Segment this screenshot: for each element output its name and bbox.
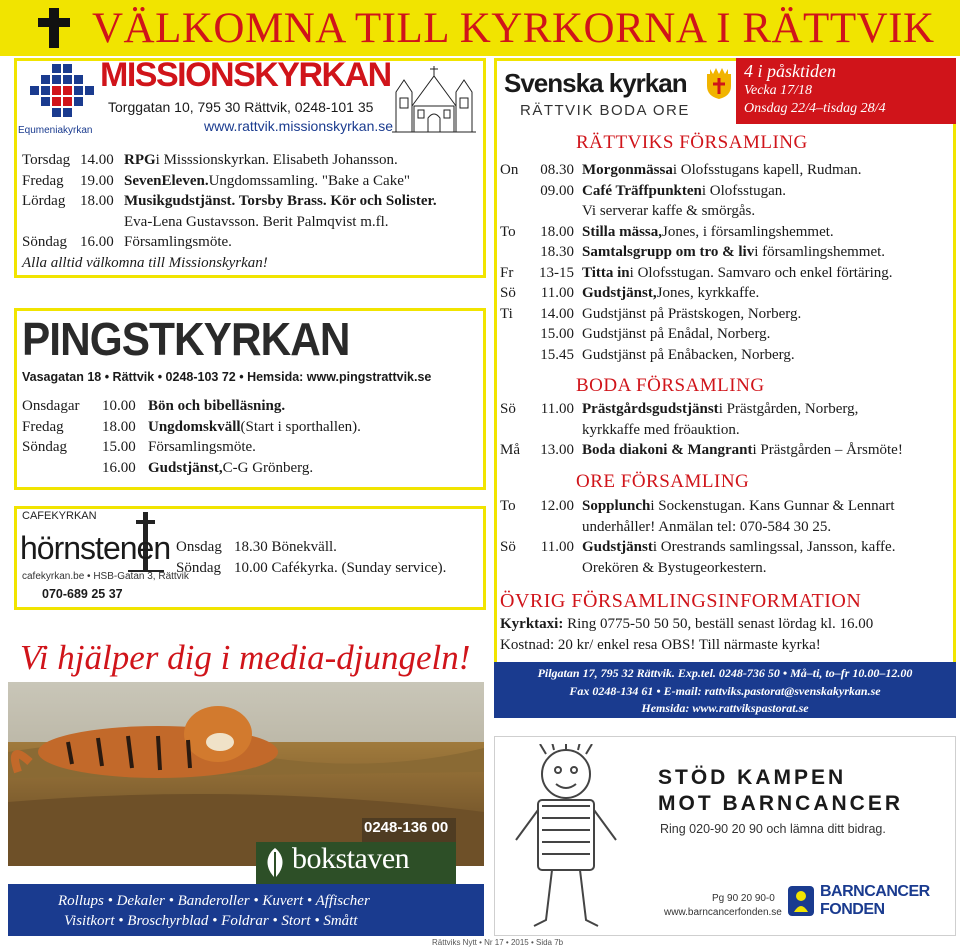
schedule-row — [500, 283, 952, 304]
schedule-row — [500, 181, 952, 202]
day — [22, 212, 80, 233]
time: 14.00 — [80, 152, 114, 168]
time: 18.00 — [540, 223, 574, 240]
day: Söndag — [22, 234, 67, 250]
event-title: Samtalsgrupp om tro & liv — [582, 244, 755, 260]
day — [500, 420, 538, 441]
cross-icon — [34, 6, 74, 50]
day: Torsdag — [22, 152, 71, 168]
event-title: Boda diakoni & Mangrant — [582, 442, 753, 458]
pingstkyrkan-address: Vasagatan 18 • Rättvik • 0248-103 72 • Hemsida: www.pingstrattvik.se — [22, 370, 432, 384]
event-detail: i Olofsstugan. Samvaro och enkel förtäring. — [629, 264, 893, 281]
missionskyrkan-website[interactable]: www.rattvik.missionskyrkan.se — [204, 118, 394, 134]
event-title: Morgonmässa — [582, 162, 673, 178]
time — [538, 201, 574, 222]
day: Fr — [500, 264, 514, 281]
pingstkyrkan-title: PINGSTKYRKAN — [22, 313, 350, 365]
time: 15.45 — [540, 346, 574, 363]
day: Må — [500, 442, 520, 458]
time: 15.00 — [102, 439, 136, 455]
day — [500, 201, 538, 222]
schedule-row — [22, 171, 482, 192]
day — [500, 324, 538, 345]
ovrig-title: ÖVRIG FÖRSAMLINGSINFORMATION — [500, 590, 862, 612]
barncancerfonden-logo-icon — [786, 884, 816, 918]
event-detail: Församlingsmöte. — [124, 234, 232, 250]
event-title: Stilla mässa, — [582, 223, 663, 240]
event-detail: Gudstjänst på Prästskogen, Norberg. — [582, 305, 802, 322]
church-drawing-icon — [390, 62, 478, 136]
time: 19.00 — [80, 172, 114, 189]
event-detail: Ungdomssamling. "Bake a Cake" — [208, 172, 410, 189]
time — [538, 558, 574, 579]
event-detail: i Misssionskyrkan. Elisabeth Johansson. — [155, 152, 398, 168]
barncancer-website[interactable]: www.barncancerfonden.se — [664, 907, 782, 918]
missionskyrkan-address: Torggatan 10, 795 30 Rättvik, 0248-101 35 — [108, 99, 374, 115]
week-dates: Onsdag 22/4–tisdag 28/4 — [744, 101, 886, 116]
day — [500, 517, 538, 538]
event-detail: Orekören & Bystugeorkestern. — [582, 559, 767, 576]
kyrktaxi-detail: Ring 0775-50 50 50, beställ senast lördag kl. 16.00 — [563, 616, 874, 632]
event-detail: Gudstjänst på Enåbacken, Norberg. — [582, 346, 795, 363]
day — [500, 345, 538, 366]
event-detail: i Prästgården – Årsmöte! — [752, 442, 903, 458]
schedule-row — [500, 160, 952, 181]
leaf-icon — [262, 846, 288, 880]
time: 11.00 — [540, 285, 574, 301]
child-drawing-figure — [512, 744, 620, 930]
schedule-row — [22, 458, 482, 479]
time: 18.00 — [80, 193, 114, 209]
ovrig-info — [500, 614, 952, 655]
schedule-row — [500, 324, 952, 345]
schedule-row — [176, 558, 476, 579]
week-title: 4 i påsktiden — [744, 61, 836, 81]
schedule-row — [176, 537, 476, 558]
event-title: SevenEleven. — [124, 172, 209, 189]
day: Sö — [500, 539, 516, 555]
contact-bar — [494, 662, 956, 718]
event-title: Gudstjänst, — [582, 285, 657, 301]
contact-email: Fax 0248-134 61 • E-mail: rattviks.pastorat@svenskakyrkan.se — [569, 683, 881, 698]
schedule-row — [500, 420, 952, 441]
day: Sö — [500, 285, 516, 301]
schedule-row — [500, 440, 952, 461]
missionskyrkan-schedule — [22, 150, 482, 273]
schedule-row — [500, 222, 952, 243]
time: 11.00 — [540, 401, 574, 417]
contact-website: Hemsida: www.rattvikspastorat.se — [641, 701, 809, 715]
event-detail: Jones, kyrkkaffe. — [656, 285, 760, 301]
schedule-row — [500, 201, 952, 222]
kyrktaxi-line — [500, 614, 952, 635]
event-detail: underhåller! Anmälan tel: 070-584 30 25. — [582, 518, 832, 535]
cafekyrkan-phone: 070-689 25 37 — [42, 587, 123, 601]
time: 18.00 — [102, 418, 136, 435]
event-title: Sopplunch — [582, 498, 651, 514]
day: Söndag — [22, 439, 67, 455]
ore-title: ORE FÖRSAMLING — [576, 471, 750, 492]
week-number: Vecka 17/18 — [744, 83, 813, 98]
event-detail: i Orestrands samlingssal, Jansson, kaffe. — [652, 539, 896, 555]
event-detail: C-G Grönberg. — [222, 459, 314, 476]
schedule-row — [500, 345, 952, 366]
event-detail: kyrkkaffe med fröauktion. — [582, 421, 740, 438]
barncancer-title-2: MOT BARNCANCER — [658, 792, 903, 815]
time: 12.00 — [540, 498, 574, 514]
day — [500, 242, 538, 263]
day — [22, 458, 102, 479]
crown-shield-icon — [704, 66, 734, 100]
bokstaven-logo-text: bokstaven — [292, 842, 410, 875]
schedule-row — [500, 558, 952, 579]
time: 13.00 — [540, 442, 574, 458]
schedule-row — [500, 263, 952, 284]
day: To — [500, 498, 516, 514]
day: On — [500, 162, 519, 178]
schedule-row — [500, 537, 952, 558]
page-title: VÄLKOMNA TILL KYRKORNA I RÄTTVIK — [92, 5, 935, 52]
time — [80, 212, 124, 233]
time — [538, 420, 574, 441]
time — [538, 517, 574, 538]
day — [500, 181, 538, 202]
event-title: Gudstjänst, — [148, 459, 223, 476]
schedule-row — [22, 212, 482, 233]
event-detail: i församlingshemmet. — [754, 244, 886, 260]
time: 14.00 — [540, 305, 574, 322]
svenska-kyrkan-logo: Svenska kyrkan — [504, 68, 687, 98]
kyrktaxi-cost: Kostnad: 20 kr/ enkel resa OBS! Till närmaste kyrka! — [500, 636, 821, 653]
schedule-row — [500, 304, 952, 325]
event-detail: i Prästgården, Norberg, — [718, 401, 859, 417]
equmeniakyrkan-logo-icon — [24, 62, 96, 124]
time: 08.30 — [540, 162, 574, 178]
day: Söndag — [176, 559, 221, 576]
cafekyrkan-schedule — [176, 537, 476, 578]
rattvik-schedule — [500, 160, 952, 365]
cafekyrkan-address: cafekyrkan.be • HSB-Gatan 3, Rättvik — [22, 571, 189, 582]
event-title: RPG — [124, 152, 156, 168]
schedule-row — [22, 396, 482, 417]
event-title: Café Träffpunkten — [582, 182, 702, 199]
time: 16.00 — [102, 459, 136, 476]
event-title: Bön och bibelläsning. — [148, 398, 286, 414]
event-detail: (Start i sporthallen). — [240, 418, 361, 435]
day — [500, 558, 538, 579]
missionskyrkan-title: MISSIONSKYRKAN — [100, 56, 391, 94]
event-title: Gudstjänst — [582, 539, 653, 555]
event-detail: Vi serverar kaffe & smörgås. — [582, 203, 756, 219]
event-title: Ungdomskväll — [148, 418, 241, 435]
schedule-row — [22, 437, 482, 458]
hornstenen-logo-text: hörnstenen — [20, 530, 171, 566]
day: Sö — [500, 401, 516, 417]
time: 10.00 — [102, 398, 136, 414]
time: 15.00 — [540, 326, 574, 342]
equmeniakyrkan-label: Equmeniakyrkan — [18, 125, 93, 136]
day: Fredag — [22, 172, 64, 189]
contact-address: Pilgatan 17, 795 32 Rättvik. Exp.tel. 0248-736 50 • Må–ti, to–fr 10.00–12.00 — [537, 666, 913, 680]
event-detail: Jones, i församlingshemmet. — [662, 223, 834, 240]
time: 16.00 — [80, 234, 114, 250]
schedule-row — [22, 191, 482, 212]
event-detail: 18.30 Bönekväll. — [234, 539, 337, 555]
event-detail: i Sockenstugan. Kans Gunnar & Lennart — [650, 498, 895, 514]
barncancer-pg: Pg 90 20 90-0 — [712, 893, 775, 904]
barncancerfonden-logo-text-2: FONDEN — [820, 901, 885, 918]
day: Ti — [500, 305, 513, 322]
barncancer-phone: Ring 020-90 20 90 och lämna ditt bidrag. — [660, 822, 886, 836]
page-footer: Rättviks Nytt • Nr 17 • 2015 • Sida 7b — [432, 938, 564, 947]
missionskyrkan-note: Alla alltid välkomna till Missionskyrkan! — [22, 254, 268, 271]
rattvik-title: RÄTTVIKS FÖRSAMLING — [576, 132, 808, 153]
event-detail: Församlingsmöte. — [148, 439, 256, 455]
ore-schedule — [500, 496, 952, 578]
event-title: Prästgårdsgudstjänst — [582, 401, 719, 417]
media-slogan: Vi hjälper dig i media-djungeln! — [20, 638, 471, 677]
event-detail: i Olofsstugans kapell, Rudman. — [672, 162, 862, 178]
day: Fredag — [22, 418, 64, 435]
day: To — [500, 223, 516, 240]
time: 11.00 — [540, 539, 574, 555]
schedule-row — [22, 232, 482, 253]
time: 09.00 — [540, 182, 574, 199]
schedule-row — [22, 150, 482, 171]
barncancer-title-1: STÖD KAMPEN — [658, 766, 847, 789]
schedule-row — [500, 399, 952, 420]
pingstkyrkan-schedule — [22, 396, 482, 478]
boda-schedule — [500, 399, 952, 461]
cafekyrkan-label: CAFEKYRKAN — [22, 510, 97, 522]
event-detail: Eva-Lena Gustavsson. Berit Palmqvist m.fl. — [124, 213, 389, 230]
event-title: Musikgudstjänst. Torsby Brass. Kör och Solister. — [124, 193, 437, 209]
bokstaven-products-1: Rollups • Dekaler • Banderoller • Kuvert • Affischer — [58, 893, 370, 909]
event-detail: Gudstjänst på Enådal, Norberg. — [582, 326, 771, 342]
event-title: Titta in — [582, 264, 630, 281]
day: Onsdagar — [22, 398, 80, 414]
bokstaven-phone: 0248-136 00 — [364, 819, 449, 836]
kyrktaxi-label: Kyrktaxi: — [500, 616, 564, 632]
schedule-row — [500, 242, 952, 263]
schedule-row — [500, 496, 952, 517]
day: Lördag — [22, 193, 66, 209]
schedule-row — [500, 517, 952, 538]
time: 18.30 — [540, 244, 574, 260]
bokstaven-products-2: Visitkort • Broschyrblad • Foldrar • Stort • Smått — [64, 913, 358, 929]
event-detail: i Olofsstugan. — [701, 182, 787, 199]
day: Onsdag — [176, 539, 222, 555]
event-detail: 10.00 Cafékyrka. (Sunday service). — [234, 559, 447, 576]
svenska-kyrkan-parishes: RÄTTVIK BODA ORE — [520, 102, 690, 119]
time: 13-15 — [539, 264, 574, 281]
schedule-row — [22, 417, 482, 438]
boda-title: BODA FÖRSAMLING — [576, 375, 765, 396]
barncancerfonden-logo-text-1: BARNCANCER — [820, 883, 930, 900]
